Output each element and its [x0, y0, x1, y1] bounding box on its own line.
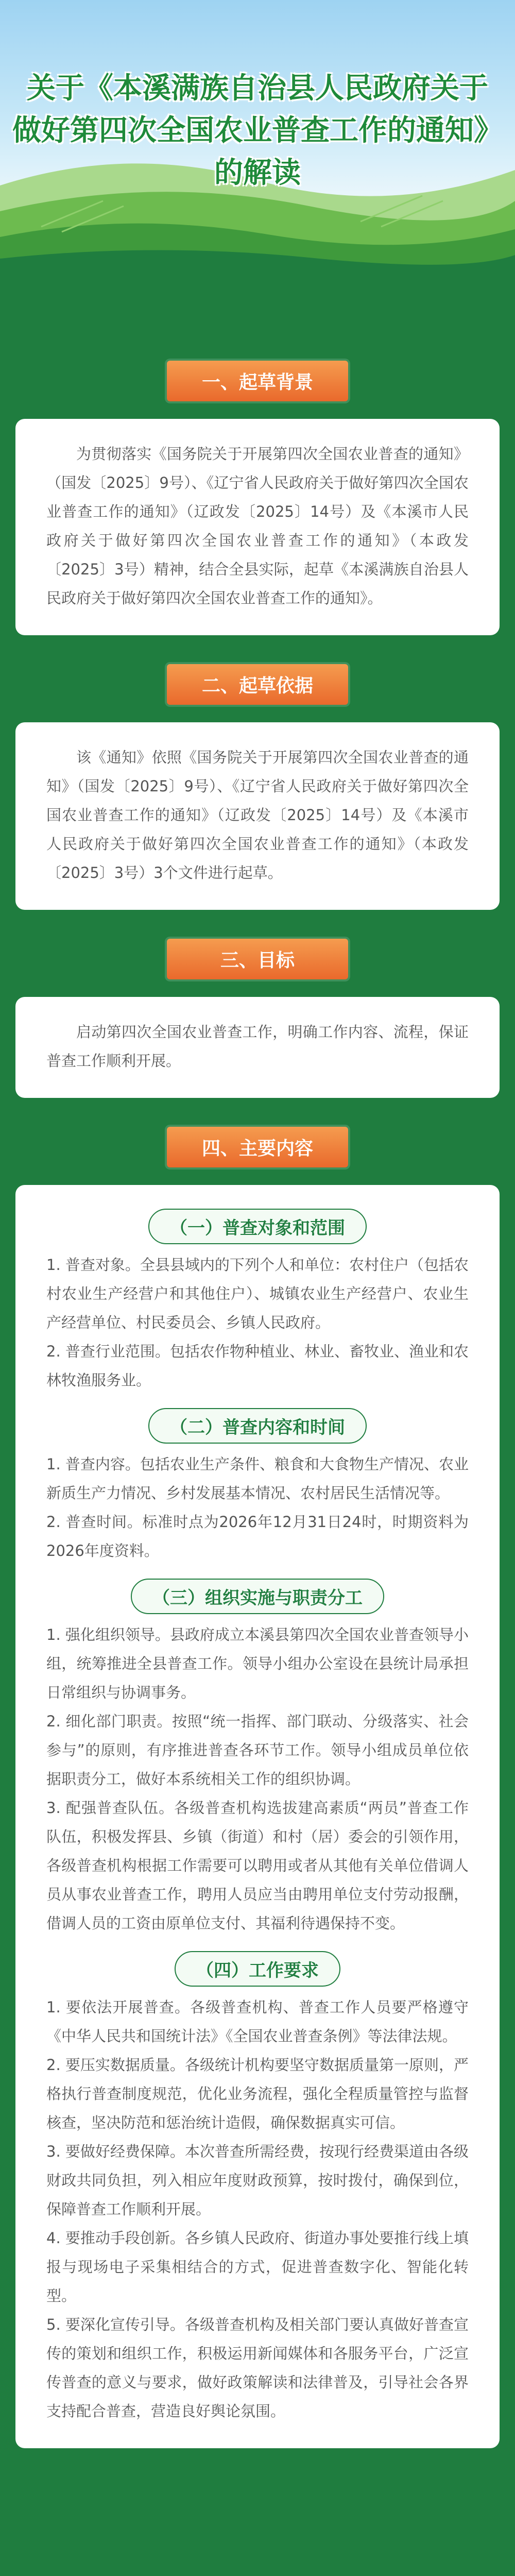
subsection-3-item-2: 2. 细化部门职责。按照“统一指挥、部门联动、分级落实、社会参与”的原则，有序推进普查各环节工作。领导小组成员单位依据职责分工，做好本系统相关工作的组织协调。 — [46, 1713, 469, 1788]
page-title — [0, 67, 515, 194]
section-4-head — [0, 1127, 515, 1167]
section-1-card — [15, 419, 500, 635]
section-1-text: 为贯彻落实《国务院关于开展第四次全国农业普查的通知》（国发〔2025〕9号）、《辽宁省人民政府关于做好第四次全国农业普查工作的通知》（辽政发〔2025〕14号）及《本溪市人民政府关于做好第四次全国农业普查工作的通知》（本政发〔2025〕3号）精神，结合全县实际，起草《本溪满族自治县人民政府关于做好第四次全国农业普查工作的通知》。 — [46, 445, 469, 607]
section-1-head — [0, 361, 515, 401]
section-2-head — [0, 664, 515, 705]
section-3-card — [15, 997, 500, 1098]
hero-banner — [0, 0, 515, 278]
title-line-3: 的解读 — [214, 156, 301, 190]
title-line-2: 做好第四次全国农业普查工作的通知》 — [12, 113, 503, 147]
subsection-4-title: （四）工作要求 — [175, 1951, 340, 1987]
title-line-1: 关于《本溪满族自治县人民政府关于 — [27, 71, 488, 105]
section-2-tag: 二、起草依据 — [167, 664, 348, 705]
section-2-card — [15, 722, 500, 910]
subsection-4-item-2: 2. 要压实数据质量。各级统计机构要坚守数据质量第一原则，严格执行普查制度规范，优化业务流程，强化全程质量管控与监督核查，坚决防范和惩治统计造假，确保数据真实可信。 — [46, 2056, 469, 2131]
subsection-3-head — [46, 1579, 469, 1614]
subsection-4-item-5: 5. 要深化宣传引导。各级普查机构及相关部门要认真做好普查宣传的策划和组织工作，积极运用新闻媒体和各服务平台，广泛宣传普查的意义与要求，做好政策解读和法律普及，引导社会各界支持配合普查，营造良好舆论氛围。 — [46, 2316, 469, 2420]
subsection-3-item-1: 1. 强化组织领导。县政府成立本溪县第四次全国农业普查领导小组，统筹推进全县普查工作。领导小组办公室设在县统计局承担日常组织与协调事务。 — [46, 1626, 469, 1701]
subsection-3-title: （三）组织实施与职责分工 — [131, 1579, 384, 1614]
section-3-text: 启动第四次全国农业普查工作，明确工作内容、流程，保证普查工作顺利开展。 — [46, 1023, 469, 1070]
content — [0, 361, 515, 2448]
section-3-head — [0, 939, 515, 979]
subsection-4-item-1: 1. 要依法开展普查。各级普查机构、普查工作人员要严格遵守《中华人民共和国统计法》《全国农业普查条例》等法律法规。 — [46, 1998, 469, 2045]
subsection-2-item-1: 1. 普查内容。包括农业生产条件、粮食和大食物生产情况、农业新质生产力情况、乡村发展基本情况、农村居民生活情况等。 — [46, 1455, 469, 1502]
section-1-tag: 一、起草背景 — [167, 361, 348, 401]
subsection-4-item-4: 4. 要推动手段创新。各乡镇人民政府、街道办事处要推行线上填报与现场电子采集相结合的方式，促进普查数字化、智能化转型。 — [46, 2229, 469, 2304]
subsection-1-item-1: 1. 普查对象。全县县域内的下列个人和单位：农村住户（包括农村农业生产经营户和其他住户）、城镇农业生产经营户、农业生产经营单位、村民委员会、乡镇人民政府。 — [46, 1256, 469, 1331]
subsection-3-item-3: 3. 配强普查队伍。各级普查机构选拔建高素质“两员”普查工作队伍，积极发挥县、乡镇（街道）和村（居）委会的引领作用，各级普查机构根据工作需要可以聘用或者从其他有关单位借调人员从事农业普查工作，聘用人员应当由聘用单位支付劳动报酬，借调人员的工资由原单位支付、其福利待遇保持不变。 — [46, 1799, 469, 1932]
subsection-2-item-2: 2. 普查时间。标准时点为2026年12月31日24时，时期资料为2026年度资料。 — [46, 1513, 469, 1560]
subsection-1-title: （一）普查对象和范围 — [148, 1209, 367, 1244]
subsection-2-head — [46, 1408, 469, 1444]
section-2-text: 该《通知》依照《国务院关于开展第四次全国农业普查的通知》（国发〔2025〕9号）、《辽宁省人民政府关于做好第四次全国农业普查工作的通知》（辽政发〔2025〕14号）及《本溪市人民政府关于做好第四次全国农业普查工作的通知》（本政发〔2025〕3号）3个文件进行起草。 — [46, 749, 469, 882]
section-3-tag: 三、目标 — [167, 939, 348, 979]
subsection-2-title: （二）普查内容和时间 — [148, 1408, 367, 1444]
subsection-1-item-2: 2. 普查行业范围。包括农作物种植业、林业、畜牧业、渔业和农林牧渔服务业。 — [46, 1343, 469, 1389]
subsection-4-item-3: 3. 要做好经费保障。本次普查所需经费，按现行经费渠道由各级财政共同负担，列入相应年度财政预算，按时拨付，确保到位，保障普查工作顺利开展。 — [46, 2143, 469, 2218]
subsection-1-head — [46, 1209, 469, 1244]
section-4-card — [15, 1185, 500, 2448]
subsection-4-head — [46, 1951, 469, 1987]
section-4-tag: 四、主要内容 — [167, 1127, 348, 1167]
